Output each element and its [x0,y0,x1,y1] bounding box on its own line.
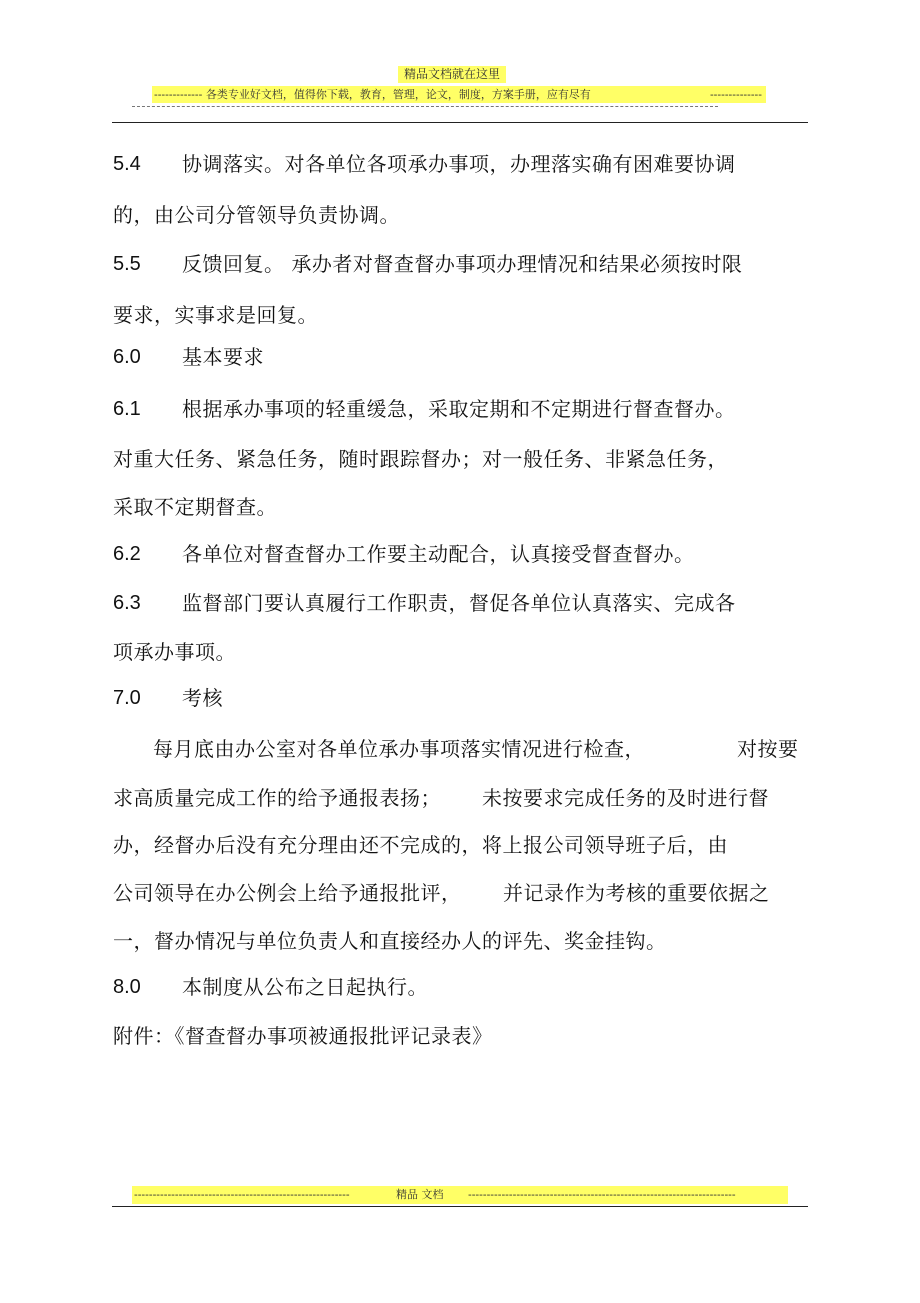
section-text: 根据承办事项的轻重缓急，采取定期和不定期进行督查督办。 [182,397,736,421]
section-number: 8.0 [113,976,141,998]
section-number: 5.5 [113,253,141,275]
section-continuation: 项承办事项。 [113,640,236,664]
section-text: 监督部门要认真履行工作职责，督促各单位认真落实、完成各 [182,591,736,615]
footer-rule [112,1206,808,1207]
footer-dashes-right: ------------------------------------------------------------------------ [468,1188,736,1201]
header-subtitle-right: -------------- [709,88,762,101]
section-number: 5.4 [113,153,141,175]
footer-dashes-left: ---------------------------------------------------------- [134,1188,350,1201]
footer-bar [132,1186,788,1204]
section-number: 6.0 [113,346,141,368]
header-subtitle [152,86,766,103]
section-number: 6.3 [113,592,141,614]
section-text: 协调落实。对各单位各项承办事项，办理落实确有困难要协调 [182,152,736,176]
paragraph-line: 求高质量完成工作的给予通报表扬； [113,786,441,810]
section-heading: 基本要求 [182,345,264,369]
header-subtitle-left: ------------- 各类专业好文档，值得你下载，教育，管理，论文，制度，方案手册，应有尽有 [154,88,591,101]
section-continuation: 对重大任务、紧急任务，随时跟踪督办；对一般任务、非紧急任务， [113,447,728,471]
footer-label: 精品 文档 [396,1188,444,1201]
paragraph-line: 未按要求完成任务的及时进行督 [482,786,769,810]
header-title: 精品文档就在这里 [398,66,506,83]
header-dash-line [132,106,718,113]
section-text: 各单位对督查督办工作要主动配合，认真接受督查督办。 [182,542,695,566]
paragraph-line: 对按要 [737,737,799,761]
section-number: 7.0 [113,687,141,709]
section-heading: 考核 [182,686,223,710]
paragraph-line: 办，经督办后没有充分理由还不完成的，将上报公司领导班子后，由 [113,833,728,857]
attachment-line: 附件：《督查督办事项被通报批评记录表》 [113,1024,493,1048]
section-text: 反馈回复。 承办者对督查督办事项办理情况和结果必须按时限 [182,252,743,276]
section-number: 6.2 [113,543,141,565]
section-continuation: 采取不定期督查。 [113,495,277,519]
paragraph-line: 每月底由办公室对各单位承办事项落实情况进行检查， [153,737,645,761]
section-continuation: 要求，实事求是回复。 [113,303,318,327]
paragraph-line: 公司领导在办公例会上给予通报批评， [113,881,462,905]
section-continuation: 的，由公司分管领导负责协调。 [113,203,400,227]
paragraph-line: 一，督办情况与单位负责人和直接经办人的评先、奖金挂钩。 [113,929,667,953]
section-text: 本制度从公布之日起执行。 [182,975,428,999]
section-number: 6.1 [113,398,141,420]
paragraph-line: 并记录作为考核的重要依据之 [503,881,770,905]
header-rule [112,122,808,123]
